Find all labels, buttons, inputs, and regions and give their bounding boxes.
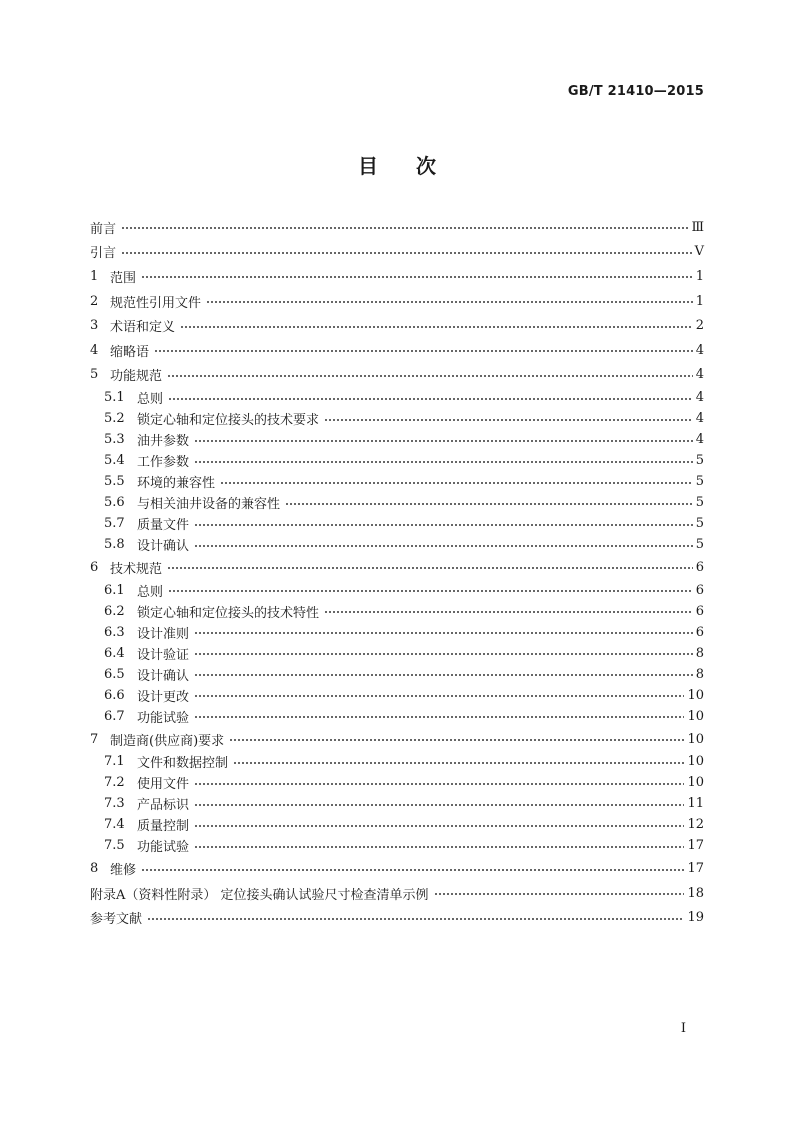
toc-entry-label: 设计更改 (137, 689, 190, 705)
toc-entry-label: 环境的兼容性 (137, 476, 216, 492)
toc-entry-page: 12 (687, 817, 704, 833)
dot-leader (180, 326, 693, 328)
dot-leader (229, 739, 684, 741)
toc-entry-page: 11 (687, 796, 704, 812)
dot-leader (194, 716, 684, 718)
toc-entry[interactable] (90, 727, 704, 752)
toc-entry-label: 锁定心轴和定位接头的技术要求 (137, 413, 320, 429)
toc-entry-page: 4 (695, 342, 704, 358)
toc-entry-page: 5 (695, 453, 704, 469)
toc-entry-label: 参考文献 (90, 912, 143, 928)
toc-entry-page: 5 (695, 516, 704, 532)
toc-entry-number: 6.5 (104, 666, 125, 682)
toc-entry-page: 1 (695, 268, 704, 284)
dot-leader (168, 590, 693, 592)
toc-entry[interactable] (90, 492, 704, 513)
toc-entry-page: 6 (695, 559, 704, 575)
toc-entry-label: 功能试验 (137, 840, 190, 856)
dot-leader (285, 503, 693, 505)
toc-entry[interactable] (90, 513, 704, 534)
dot-leader (194, 825, 684, 827)
toc-entry-label: 范围 (110, 270, 137, 286)
toc-entry-label: 制造商(供应商)要求 (110, 733, 225, 749)
toc-entry-page: Ⅴ (694, 244, 704, 260)
toc-entry[interactable] (90, 664, 704, 685)
toc-entry[interactable] (90, 601, 704, 622)
dot-leader (194, 783, 684, 785)
dot-leader (233, 762, 684, 764)
toc-entry-number: 6.6 (104, 687, 125, 703)
toc-entry-label: 功能试验 (137, 710, 190, 726)
dot-leader (194, 440, 693, 442)
toc-entry-label: 总则 (137, 392, 164, 408)
toc-entry-label: 规范性引用文件 (110, 295, 202, 311)
toc-entry[interactable] (90, 387, 704, 408)
toc-entry-page: 10 (687, 708, 704, 724)
toc-entry-page: 6 (695, 582, 704, 598)
toc-entry-label: 质量控制 (137, 819, 190, 835)
toc-entry[interactable] (90, 685, 704, 706)
toc-entry-label: 质量文件 (137, 518, 190, 534)
toc-entry-number: 7.4 (104, 817, 125, 833)
toc-entry-label: 油井参数 (137, 434, 190, 450)
dot-leader (194, 545, 693, 547)
toc-entry-label: 附录A（资料性附录） 定位接头确认试验尺寸检查清单示例 (90, 887, 429, 903)
toc-entry[interactable] (90, 814, 704, 835)
toc-entry-number: 3 (90, 318, 99, 334)
toc-entry-number: 7.3 (104, 796, 125, 812)
toc-entry-page: 8 (695, 666, 704, 682)
dot-leader (324, 419, 693, 421)
toc-entry-page: 18 (687, 885, 704, 901)
toc-entry-page: 6 (695, 603, 704, 619)
toc-entry-label: 使用文件 (137, 777, 190, 793)
dot-leader (434, 893, 685, 895)
toc-entry-page: 4 (695, 390, 704, 406)
toc-entry[interactable] (90, 622, 704, 643)
toc-entry-page: 17 (687, 861, 704, 877)
toc-entry-number: 5.3 (104, 432, 125, 448)
toc-entry-label: 设计准则 (137, 626, 190, 642)
dot-leader (141, 276, 693, 278)
toc-entry-number: 5.7 (104, 516, 125, 532)
toc-entry-label: 工作参数 (137, 455, 190, 471)
toc-entry-number: 6.1 (104, 582, 125, 598)
toc-entry-number: 8 (90, 861, 99, 877)
toc-entry-label: 缩略语 (110, 344, 150, 360)
dot-leader (194, 653, 693, 655)
dot-leader (194, 461, 693, 463)
toc-entry-page: 10 (687, 687, 704, 703)
toc-entry[interactable] (90, 215, 704, 240)
toc-entry-page: 17 (687, 838, 704, 854)
toc-entry-number: 7.2 (104, 775, 125, 791)
toc-entry-page: 1 (695, 293, 704, 309)
toc-entry[interactable] (90, 643, 704, 664)
toc-entry-page: 6 (695, 624, 704, 640)
toc-entry[interactable] (90, 772, 704, 793)
toc-entry-number: 6.4 (104, 645, 125, 661)
toc-entry[interactable] (90, 856, 704, 881)
toc-entry[interactable] (90, 429, 704, 450)
dot-leader (220, 482, 693, 484)
dot-leader (194, 804, 684, 806)
dot-leader (167, 567, 693, 569)
toc-entry-label: 设计确认 (137, 668, 190, 684)
toc-entry-number: 2 (90, 293, 99, 309)
toc-entry-page: 10 (687, 731, 704, 747)
toc-entry-label: 前言 (90, 221, 117, 237)
dot-leader (154, 350, 693, 352)
toc-entry-number: 5.5 (104, 474, 125, 490)
toc-entry[interactable] (90, 240, 704, 265)
toc-entry[interactable] (90, 881, 704, 906)
toc-entry-label: 与相关油井设备的兼容性 (137, 497, 281, 513)
toc-entry-page: 4 (695, 432, 704, 448)
dot-leader (167, 375, 693, 377)
toc-entry[interactable] (90, 363, 704, 388)
toc-entry-label: 功能规范 (110, 369, 163, 385)
toc-entry-number: 6.3 (104, 624, 125, 640)
dot-leader (147, 918, 684, 920)
toc-entry-number: 7.1 (104, 754, 125, 770)
dot-leader (141, 869, 684, 871)
dot-leader (206, 301, 693, 303)
toc-entry[interactable] (90, 793, 704, 814)
toc-entry[interactable] (90, 835, 704, 856)
toc-entry-page: 19 (687, 910, 704, 926)
toc-entry-page: 5 (695, 495, 704, 511)
toc-entry[interactable] (90, 313, 704, 338)
toc-entry[interactable] (90, 751, 704, 772)
toc-entry-label: 术语和定义 (110, 320, 176, 336)
toc-entry-label: 产品标识 (137, 798, 190, 814)
toc-entry[interactable] (90, 580, 704, 601)
dot-leader (121, 227, 688, 229)
toc-entry-page: 5 (695, 537, 704, 553)
toc-entry[interactable] (90, 534, 704, 555)
toc-entry[interactable] (90, 906, 704, 931)
toc-entry-page: 5 (695, 474, 704, 490)
dot-leader (121, 252, 692, 254)
toc-entry-number: 5.6 (104, 495, 125, 511)
toc-entry[interactable] (90, 408, 704, 429)
toc-entry-number: 1 (90, 268, 99, 284)
toc-entry-label: 锁定心轴和定位接头的技术特性 (137, 605, 320, 621)
standard-code: GB/T 21410—2015 (567, 84, 704, 99)
toc-entry-label: 文件和数据控制 (137, 756, 229, 772)
toc-entry-label: 引言 (90, 246, 117, 262)
toc-entry-label: 技术规范 (110, 561, 163, 577)
dot-leader (194, 524, 693, 526)
toc-entry-label: 总则 (137, 584, 164, 600)
toc-entry-number: 7.5 (104, 838, 125, 854)
toc-entry-label: 设计验证 (137, 647, 190, 663)
toc-entry-number: 6.7 (104, 708, 125, 724)
toc-entry-page: 4 (695, 367, 704, 383)
page-number: I (680, 1021, 686, 1036)
toc-entry-page: 8 (695, 645, 704, 661)
toc-entry-page: 10 (687, 754, 704, 770)
toc-entry-label: 设计确认 (137, 539, 190, 555)
dot-leader (194, 674, 693, 676)
toc-entry-number: 6 (90, 559, 99, 575)
toc-entry[interactable] (90, 338, 704, 363)
toc-entry[interactable] (90, 264, 704, 289)
toc-entry-number: 7 (90, 731, 99, 747)
dot-leader (194, 632, 693, 634)
toc-entry-page: 2 (695, 318, 704, 334)
toc-entry[interactable] (90, 450, 704, 471)
toc-entry-label: 维修 (110, 863, 137, 879)
dot-leader (324, 611, 693, 613)
page-title: 目次 (358, 154, 474, 178)
toc-entry[interactable] (90, 471, 704, 492)
toc-entry-page: 4 (695, 411, 704, 427)
toc-entry-number: 5.1 (104, 390, 125, 406)
toc-entry-number: 4 (90, 342, 99, 358)
toc-entry-page: Ⅲ (691, 219, 704, 235)
toc-entry[interactable] (90, 289, 704, 314)
toc-entry[interactable] (90, 706, 704, 727)
toc-entry-number: 5.8 (104, 537, 125, 553)
toc-entry-number: 5 (90, 367, 99, 383)
dot-leader (194, 846, 684, 848)
toc-entry[interactable] (90, 555, 704, 580)
toc-entry-number: 5.2 (104, 411, 125, 427)
dot-leader (194, 695, 684, 697)
toc-entry-page: 10 (687, 775, 704, 791)
toc-entry-number: 5.4 (104, 453, 125, 469)
dot-leader (168, 398, 693, 400)
table-of-contents (90, 215, 704, 930)
toc-entry-number: 6.2 (104, 603, 125, 619)
